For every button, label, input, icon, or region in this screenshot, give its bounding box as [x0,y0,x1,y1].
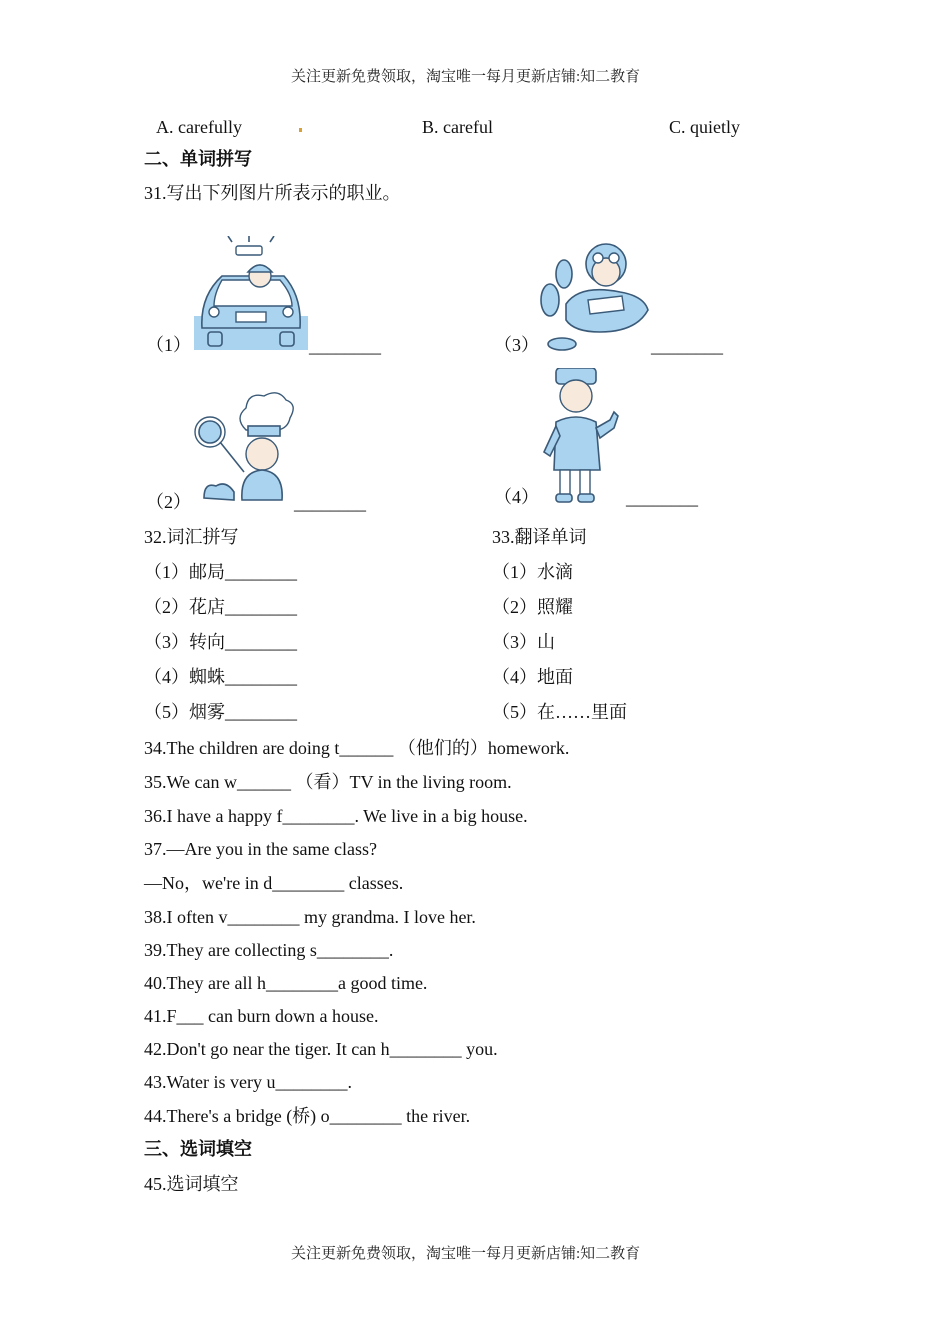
q32-item-3[interactable]: （3）转向________ [144,632,297,652]
q31-label-4: （4） [494,487,539,507]
question-34[interactable]: 34.The children are doing t______ （他们的）homework. [144,738,570,758]
q31-blank-2[interactable]: ________ [294,493,366,513]
question-39[interactable]: 39.They are collecting s________. [144,940,394,960]
q45-title: 45.选词填空 [144,1174,239,1194]
question-35[interactable]: 35.We can w______ （看）TV in the living room. [144,772,512,792]
question-38[interactable]: 38.I often v________ my grandma. I love her. [144,907,476,927]
q32-title: 32.词汇拼写 [144,527,239,547]
q33-item-2: （2）照耀 [492,597,573,617]
option-b: B. careful [422,117,493,137]
question-44[interactable]: 44.There's a bridge (桥) o________ the river. [144,1106,471,1126]
q32-item-1[interactable]: （1）邮局________ [144,562,297,582]
q31-label-3: （3） [494,335,539,355]
question-36[interactable]: 36.I have a happy f________. We live in a big house. [144,806,528,826]
stray-dot [299,128,302,132]
q32-item-5[interactable]: （5）烟雾________ [144,702,297,722]
doctor-picture [542,368,622,504]
q33-item-4: （4）地面 [492,667,573,687]
question-41[interactable]: 41.F___ can burn down a house. [144,1006,379,1026]
option-c: C. quietly [669,117,740,137]
q31-label-2: （2） [146,492,191,512]
q32-item-2[interactable]: （2）花店________ [144,597,297,617]
cook-picture [190,388,298,504]
q31-blank-4[interactable]: ________ [626,488,698,508]
question-37: 37.—Are you in the same class? [144,839,377,859]
q31-title: 31.写出下列图片所表示的职业。 [144,183,401,203]
q31-label-1: （1） [146,335,191,355]
taxi-driver-picture [192,236,310,352]
option-a: A. carefully [156,117,242,137]
q32-item-4[interactable]: （4）蜘蛛________ [144,667,297,687]
question-40[interactable]: 40.They are all h________a good time. [144,973,428,993]
q33-item-3: （3）山 [492,632,555,652]
page-header: 关注更新免费领取，淘宝唯一每月更新店铺:知二教育 [291,69,641,85]
pilot-picture [540,240,652,352]
question-37-answer[interactable]: —No，we're in d________ classes. [144,873,404,893]
q31-blank-3[interactable]: ________ [651,336,723,356]
page-footer: 关注更新免费领取，淘宝唯一每月更新店铺:知二教育 [291,1246,641,1262]
section-heading-2: 二、单词拼写 [144,149,252,170]
question-42[interactable]: 42.Don't go near the tiger. It can h________ you. [144,1039,498,1059]
q33-item-5: （5）在……里面 [492,702,627,722]
q33-item-1: （1）水滴 [492,562,573,582]
q33-title: 33.翻译单词 [492,527,587,547]
section-heading-3: 三、选词填空 [144,1139,252,1160]
q31-blank-1[interactable]: ________ [309,336,381,356]
question-43[interactable]: 43.Water is very u________. [144,1072,353,1092]
